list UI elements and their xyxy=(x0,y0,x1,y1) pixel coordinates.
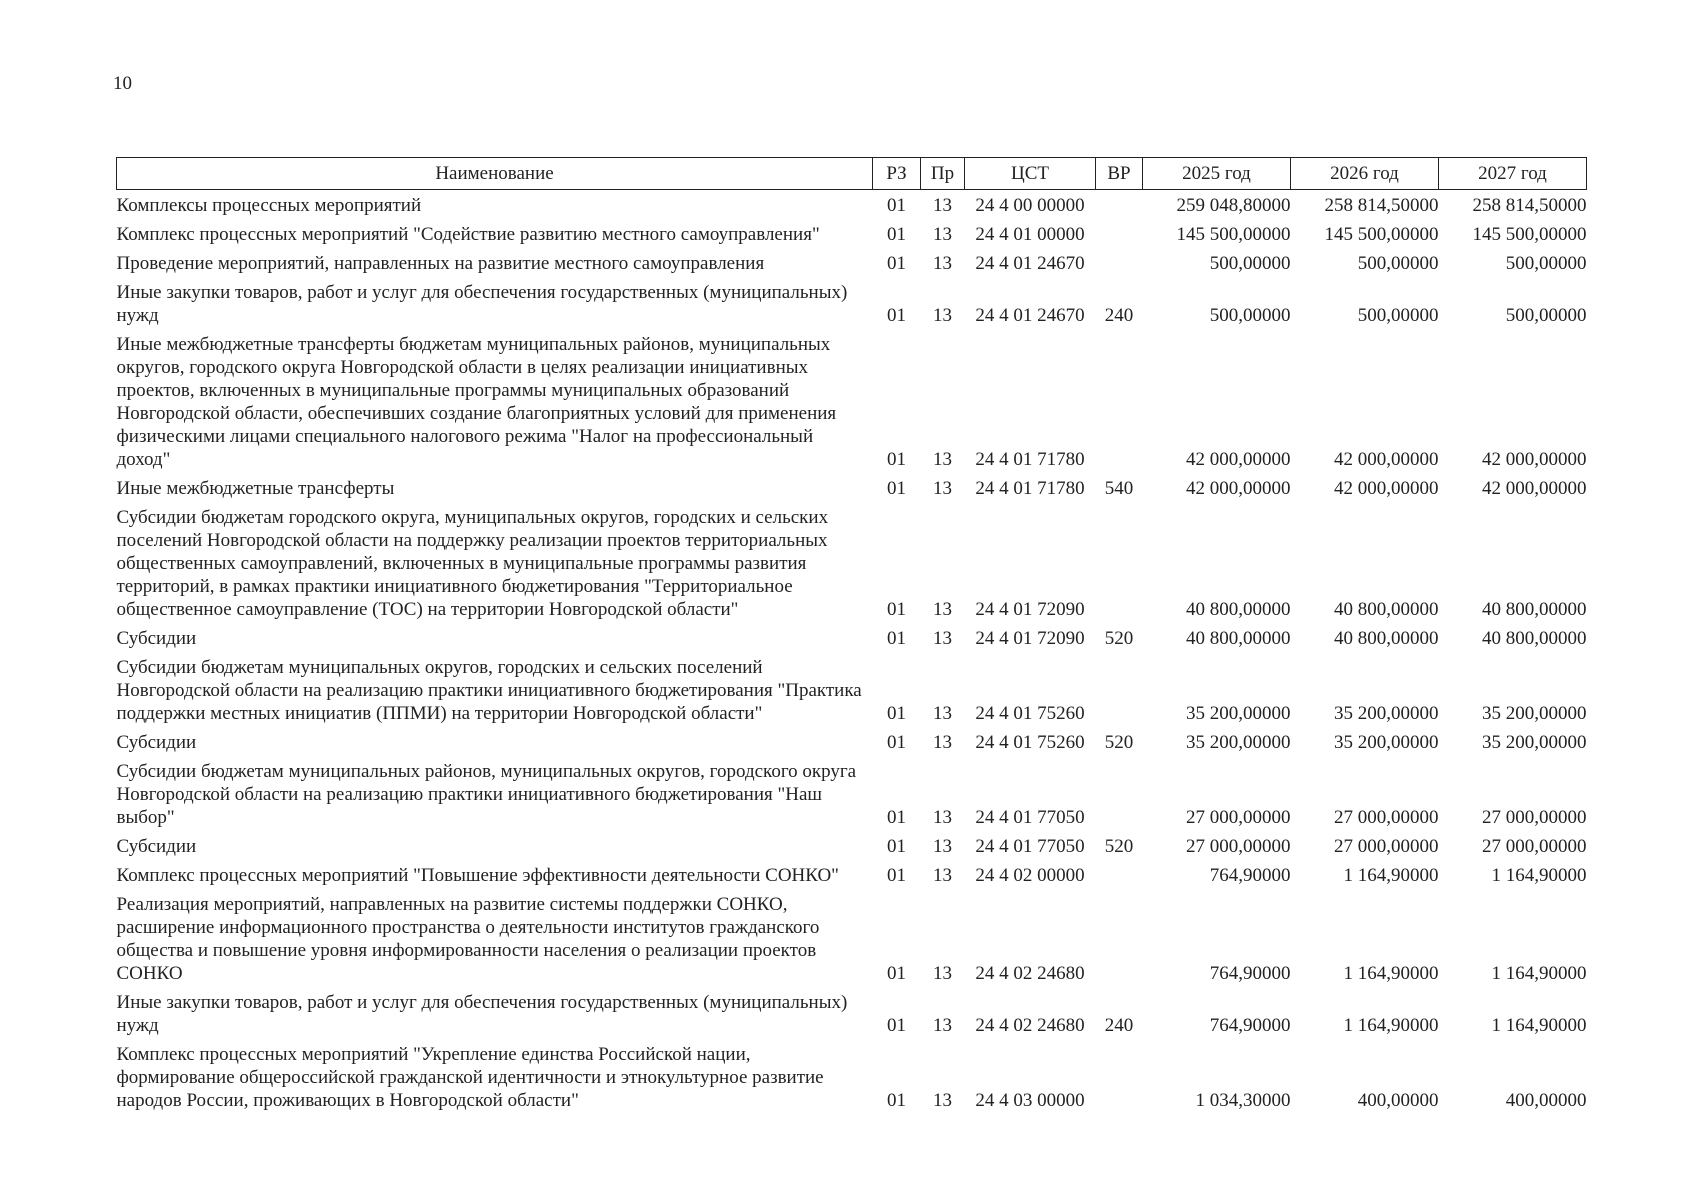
cell-rz: 01 xyxy=(887,1090,906,1111)
table-row xyxy=(117,506,1587,627)
cell-vr: 520 xyxy=(1104,628,1134,649)
cell-pr: 13 xyxy=(933,628,952,649)
cell-y2027: 1 164,90000 xyxy=(1491,865,1587,886)
cell-y2027: 40 800,00000 xyxy=(1482,599,1587,620)
cell-cst: 24 4 02 24680 xyxy=(975,1015,1085,1036)
cell-y2026: 40 800,00000 xyxy=(1334,628,1439,649)
cell-name: Субсидии xyxy=(116,628,197,649)
cell-pr: 13 xyxy=(933,1090,952,1111)
cell-cst: 24 4 01 24670 xyxy=(975,305,1085,326)
cell-rz: 01 xyxy=(887,305,906,326)
cell-pr: 13 xyxy=(933,305,952,326)
table-body xyxy=(117,190,1587,1119)
table-row xyxy=(117,991,1587,1043)
cell-rz: 01 xyxy=(887,1015,906,1036)
cell-y2025: 40 800,00000 xyxy=(1186,599,1291,620)
cell-cst: 24 4 01 75260 xyxy=(975,732,1085,753)
cell-cst: 24 4 01 00000 xyxy=(975,224,1085,245)
cell-y2025: 27 000,00000 xyxy=(1186,807,1291,828)
cell-y2025: 1 034,30000 xyxy=(1195,1090,1291,1111)
cell-cst: 24 4 01 72090 xyxy=(975,628,1085,649)
cell-name: Субсидии xyxy=(116,732,197,753)
cell-rz: 01 xyxy=(887,703,906,724)
table-row xyxy=(117,333,1587,477)
cell-y2025: 764,90000 xyxy=(1209,963,1291,984)
cell-y2027: 500,00000 xyxy=(1505,305,1587,326)
cell-y2025: 35 200,00000 xyxy=(1186,703,1291,724)
table-row xyxy=(117,477,1587,506)
cell-y2026: 42 000,00000 xyxy=(1334,478,1439,499)
header-cst: ЦСТ xyxy=(965,158,1096,190)
cell-name: Субсидии бюджетам городского округа, муниципальных округов, городских и сельских поселений Новгородской области на поддержку реализации проектов территориальных общественных самоуправлений, включенных в муниципальные программы развития территорий, в рамках практики инициативного бюджетирования "Территориальное общественное самоуправление (ТОС) на территории Новгородской области" xyxy=(116,507,829,620)
cell-rz: 01 xyxy=(887,807,906,828)
cell-y2027: 1 164,90000 xyxy=(1491,1015,1587,1036)
table-row xyxy=(117,760,1587,835)
header-2025: 2025 год xyxy=(1143,158,1291,190)
table-row xyxy=(117,835,1587,864)
cell-pr: 13 xyxy=(933,253,952,274)
cell-y2026: 40 800,00000 xyxy=(1334,599,1439,620)
cell-y2026: 500,00000 xyxy=(1357,253,1439,274)
cell-vr xyxy=(1096,333,1143,477)
cell-rz: 01 xyxy=(887,253,906,274)
cell-pr: 13 xyxy=(933,865,952,886)
cell-pr: 13 xyxy=(933,195,952,216)
cell-vr xyxy=(1096,893,1143,991)
header-2027: 2027 год xyxy=(1439,158,1587,190)
cell-cst: 24 4 00 00000 xyxy=(975,195,1085,216)
cell-name: Субсидии бюджетам муниципальных округов, городских и сельских поселений Новгородской области на реализацию практики инициативного бюджетирования "Практика поддержки местных инициатив (ППМИ) на территории Новгородской области" xyxy=(116,657,862,724)
cell-name: Субсидии бюджетам муниципальных районов, муниципальных округов, городского округа Новгородской области на реализацию практики инициативного бюджетирования "Наш выбор" xyxy=(116,761,857,828)
cell-rz: 01 xyxy=(887,836,906,857)
cell-name: Субсидии xyxy=(116,836,197,857)
cell-y2026: 1 164,90000 xyxy=(1343,865,1439,886)
cell-vr xyxy=(1096,506,1143,627)
cell-y2026: 1 164,90000 xyxy=(1343,1015,1439,1036)
table-row xyxy=(117,223,1587,252)
cell-y2025: 500,00000 xyxy=(1209,305,1291,326)
cell-pr: 13 xyxy=(933,224,952,245)
cell-y2027: 40 800,00000 xyxy=(1482,628,1587,649)
cell-y2026: 27 000,00000 xyxy=(1334,807,1439,828)
table-row xyxy=(117,281,1587,333)
cell-rz: 01 xyxy=(887,628,906,649)
cell-cst: 24 4 01 71780 xyxy=(975,478,1085,499)
cell-name: Комплекс процессных мероприятий "Повышение эффективности деятельности СОНКО" xyxy=(116,865,839,886)
cell-name: Проведение мероприятий, направленных на развитие местного самоуправления xyxy=(116,253,765,274)
header-name: Наименование xyxy=(117,158,873,190)
cell-name: Комплекс процессных мероприятий "Укрепление единства Российской нации, формирование общероссийской гражданской идентичности и этнокультурное развитие народов России, проживающих в Новгородской области" xyxy=(116,1044,824,1111)
cell-name: Иные закупки товаров, работ и услуг для обеспечения государственных (муниципальных) нужд xyxy=(116,992,848,1036)
cell-y2026: 258 814,50000 xyxy=(1324,195,1439,216)
cell-y2026: 500,00000 xyxy=(1357,305,1439,326)
cell-vr xyxy=(1096,252,1143,281)
cell-cst: 24 4 03 00000 xyxy=(975,1090,1085,1111)
cell-y2025: 259 048,80000 xyxy=(1176,195,1291,216)
cell-y2026: 27 000,00000 xyxy=(1334,836,1439,857)
cell-y2027: 1 164,90000 xyxy=(1491,963,1587,984)
cell-name: Иные закупки товаров, работ и услуг для обеспечения государственных (муниципальных) нужд xyxy=(116,282,848,326)
cell-rz: 01 xyxy=(887,865,906,886)
cell-y2025: 764,90000 xyxy=(1209,865,1291,886)
cell-vr xyxy=(1096,864,1143,893)
cell-cst: 24 4 01 72090 xyxy=(975,599,1085,620)
cell-y2026: 145 500,00000 xyxy=(1324,224,1439,245)
cell-vr: 540 xyxy=(1104,478,1134,499)
cell-y2025: 145 500,00000 xyxy=(1176,224,1291,245)
cell-vr: 240 xyxy=(1104,305,1134,326)
cell-pr: 13 xyxy=(933,1015,952,1036)
cell-y2025: 42 000,00000 xyxy=(1186,449,1291,470)
cell-y2027: 400,00000 xyxy=(1505,1090,1587,1111)
cell-y2025: 35 200,00000 xyxy=(1186,732,1291,753)
cell-vr xyxy=(1096,1043,1143,1118)
cell-cst: 24 4 01 77050 xyxy=(975,836,1085,857)
cell-pr: 13 xyxy=(933,478,952,499)
cell-y2027: 42 000,00000 xyxy=(1482,449,1587,470)
cell-y2025: 500,00000 xyxy=(1209,253,1291,274)
cell-y2027: 500,00000 xyxy=(1505,253,1587,274)
cell-pr: 13 xyxy=(933,836,952,857)
table-row xyxy=(117,252,1587,281)
table-row xyxy=(117,893,1587,991)
cell-name: Иные межбюджетные трансферты бюджетам муниципальных районов, муниципальных округов, городского округа Новгородской области в целях реализации инициативных проектов, включенных в муниципальные программы муниципальных образований Новгородской области, обеспечивших создание благоприятных условий для применения физическими лицами специального налогового режима "Налог на профессиональный доход" xyxy=(116,334,837,470)
cell-y2026: 35 200,00000 xyxy=(1334,703,1439,724)
cell-y2026: 1 164,90000 xyxy=(1343,963,1439,984)
table-row xyxy=(117,656,1587,731)
cell-pr: 13 xyxy=(933,449,952,470)
cell-y2027: 258 814,50000 xyxy=(1472,195,1587,216)
cell-name: Комплекс процессных мероприятий "Содействие развитию местного самоуправления" xyxy=(116,224,820,245)
cell-y2027: 42 000,00000 xyxy=(1482,478,1587,499)
cell-pr: 13 xyxy=(933,963,952,984)
cell-y2027: 27 000,00000 xyxy=(1482,836,1587,857)
cell-rz: 01 xyxy=(887,224,906,245)
cell-vr xyxy=(1096,190,1143,224)
cell-y2027: 35 200,00000 xyxy=(1482,732,1587,753)
header-vr: ВР xyxy=(1096,158,1143,190)
cell-vr xyxy=(1096,760,1143,835)
cell-vr: 520 xyxy=(1104,732,1134,753)
cell-vr xyxy=(1096,656,1143,731)
header-2026: 2026 год xyxy=(1291,158,1439,190)
header-pr: Пр xyxy=(921,158,965,190)
cell-pr: 13 xyxy=(933,599,952,620)
cell-y2026: 400,00000 xyxy=(1357,1090,1439,1111)
table-row xyxy=(117,731,1587,760)
header-rz: РЗ xyxy=(873,158,921,190)
cell-y2026: 35 200,00000 xyxy=(1334,732,1439,753)
cell-cst: 24 4 01 77050 xyxy=(975,807,1085,828)
cell-y2025: 764,90000 xyxy=(1209,1015,1291,1036)
cell-y2027: 145 500,00000 xyxy=(1472,224,1587,245)
cell-vr: 520 xyxy=(1104,836,1134,857)
cell-vr xyxy=(1096,223,1143,252)
table-row xyxy=(117,190,1587,224)
cell-y2027: 35 200,00000 xyxy=(1482,703,1587,724)
table-header xyxy=(117,158,1587,190)
cell-cst: 24 4 01 71780 xyxy=(975,449,1085,470)
cell-y2027: 27 000,00000 xyxy=(1482,807,1587,828)
cell-rz: 01 xyxy=(887,599,906,620)
cell-cst: 24 4 02 00000 xyxy=(975,865,1085,886)
cell-rz: 01 xyxy=(887,449,906,470)
table-row xyxy=(117,627,1587,656)
budget-table xyxy=(116,157,1587,1118)
cell-y2025: 27 000,00000 xyxy=(1186,836,1291,857)
cell-y2025: 42 000,00000 xyxy=(1186,478,1291,499)
cell-pr: 13 xyxy=(933,703,952,724)
table-row xyxy=(117,864,1587,893)
cell-pr: 13 xyxy=(933,732,952,753)
cell-cst: 24 4 01 75260 xyxy=(975,703,1085,724)
cell-rz: 01 xyxy=(887,732,906,753)
cell-name: Комплексы процессных мероприятий xyxy=(116,195,422,216)
page-number: 10 xyxy=(113,73,132,94)
cell-cst: 24 4 02 24680 xyxy=(975,963,1085,984)
cell-y2026: 42 000,00000 xyxy=(1334,449,1439,470)
cell-rz: 01 xyxy=(887,963,906,984)
cell-y2025: 40 800,00000 xyxy=(1186,628,1291,649)
cell-name: Иные межбюджетные трансферты xyxy=(116,478,395,499)
table-row xyxy=(117,1043,1587,1118)
cell-cst: 24 4 01 24670 xyxy=(975,253,1085,274)
cell-rz: 01 xyxy=(887,478,906,499)
cell-rz: 01 xyxy=(887,195,906,216)
cell-pr: 13 xyxy=(933,807,952,828)
cell-name: Реализация мероприятий, направленных на развитие системы поддержки СОНКО, расширение информационного пространства о деятельности институтов гражданского общества и повышение уровня информированности населения о реализации проектов СОНКО xyxy=(116,894,820,984)
cell-vr: 240 xyxy=(1104,1015,1134,1036)
